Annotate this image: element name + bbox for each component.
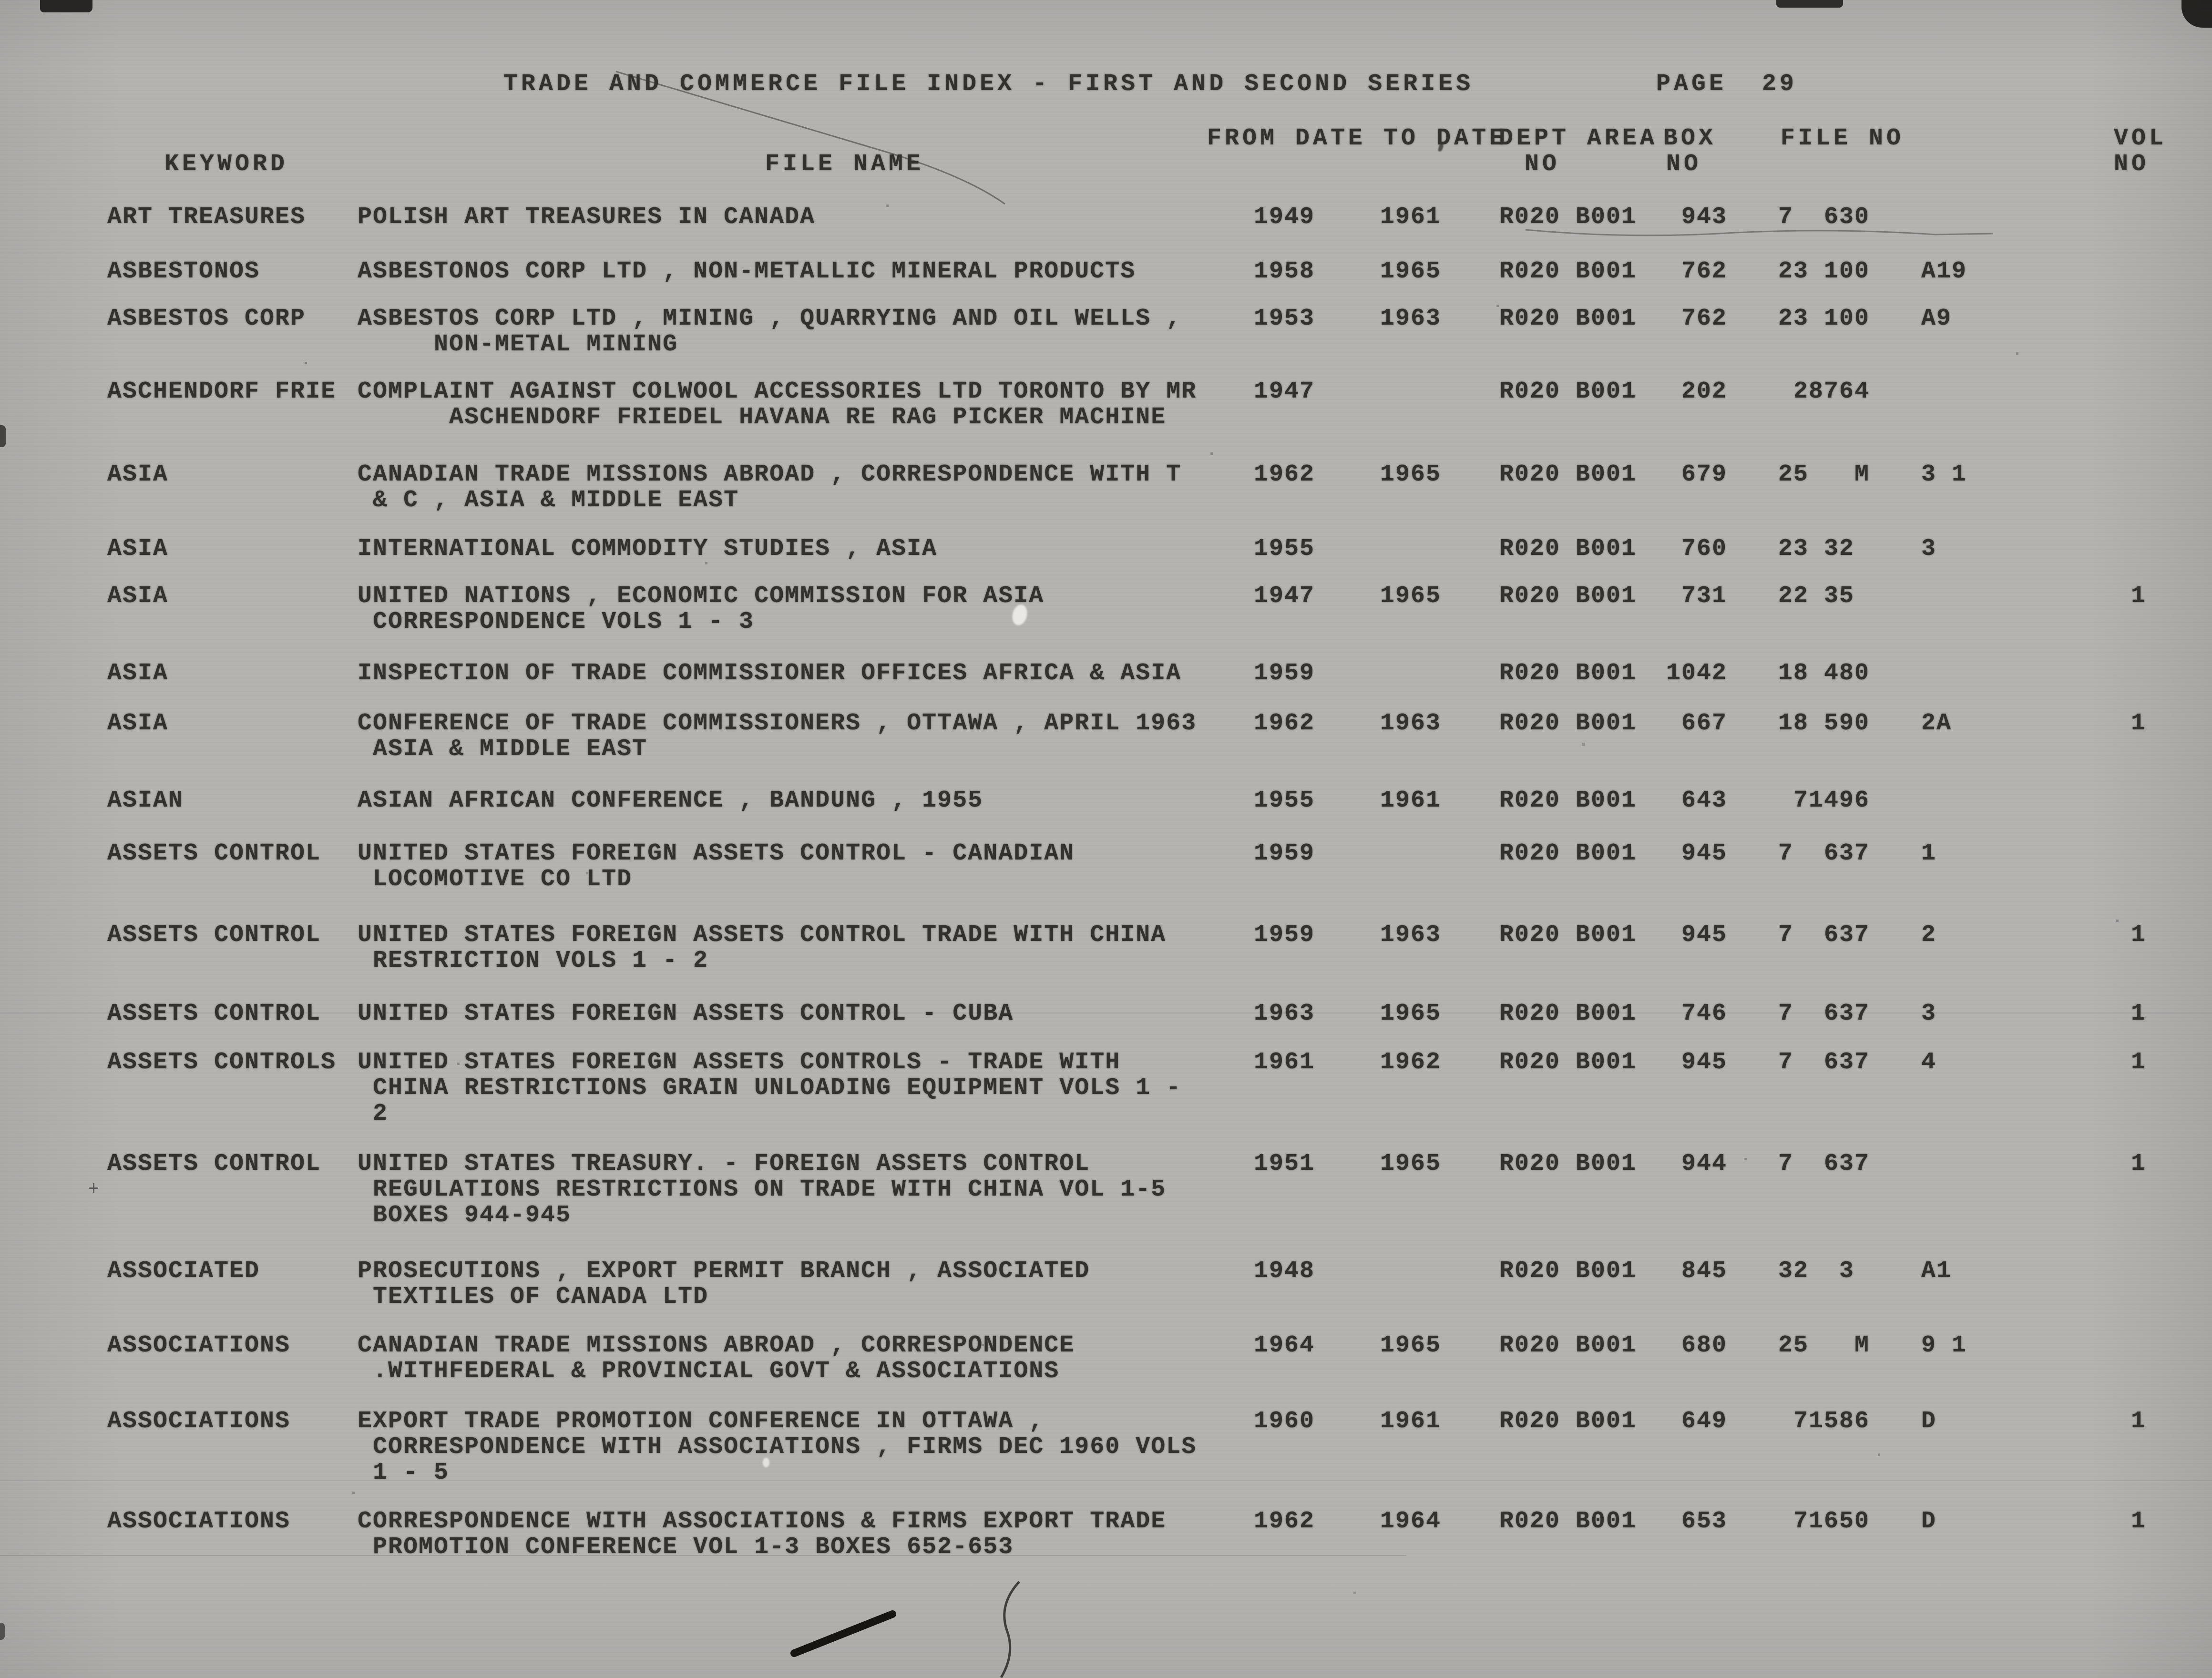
file-name-line: LOCOMOTIVE CO LTD [358,866,633,893]
row-box-no: 731 [1681,583,1727,610]
row-to-date: 1962 [1380,1049,1442,1076]
row-from-date: 1955 [1254,535,1315,563]
row-part-no: 3 [1921,535,1937,563]
row-box-no: 762 [1681,258,1727,285]
row-keyword: ART TREASURES [107,204,306,231]
row-file-name [358,462,1181,513]
file-name-line: BOXES 944-945 [358,1202,572,1229]
file-name-line: CONFERENCE OF TRADE COMMISSIONERS , OTTAWA , APRIL 1963 [358,710,1197,737]
row-dept-area-no: R020 B001 [1499,583,1637,610]
file-name-line: ASBESTOS CORP LTD , MINING , QUARRYING AND OIL WELLS , [358,305,1182,332]
row-vol-no: 1 [2131,1049,2147,1076]
row-from-date: 1959 [1254,840,1315,867]
row-part-no: 1 [1921,840,1937,867]
row-file-no: 18 590 [1778,710,1870,737]
row-from-date: 1947 [1254,378,1315,405]
row-dept-area-no: R020 B001 [1499,204,1637,231]
row-to-date: 1961 [1380,204,1442,231]
row-keyword: ASBESTONOS [107,258,260,285]
row-keyword: ASSETS CONTROL [107,840,321,867]
file-name-line: CANADIAN TRADE MISSIONS ABROAD , CORRESPONDENCE WITH T [358,461,1182,488]
file-name-line: REGULATIONS RESTRICTIONS ON TRADE WITH CHINA VOL 1-5 [358,1176,1167,1203]
row-part-no: D [1921,1408,1937,1435]
row-keyword: ASSOCIATIONS [107,1508,291,1535]
file-name-line: CORRESPONDENCE WITH ASSOCIATIONS & FIRMS EXPORT TRADE [358,1508,1167,1535]
row-box-no: 653 [1681,1508,1727,1535]
row-from-date: 1962 [1254,1508,1315,1535]
row-file-name [358,583,1044,635]
row-file-no: 23 32 [1778,535,1855,563]
row-dept-area-no: R020 B001 [1499,710,1637,737]
row-from-date: 1953 [1254,305,1315,332]
row-dept-area-no: R020 B001 [1499,1258,1637,1285]
row-box-no: 667 [1681,710,1727,737]
row-part-no: 3 1 [1921,461,1967,488]
col-header-file-name: FILE NAME [765,151,924,178]
row-box-no: 746 [1681,1000,1727,1027]
file-name-line: INTERNATIONAL COMMODITY STUDIES , ASIA [358,535,938,563]
row-box-no: 649 [1681,1408,1727,1435]
row-dept-area-no: R020 B001 [1499,1508,1637,1535]
file-name-line: 1 - 5 [358,1459,450,1486]
row-to-date: 1964 [1380,1508,1442,1535]
file-name-line: UNITED STATES FOREIGN ASSETS CONTROL - CANADIAN [358,840,1075,867]
row-file-no: 32 3 [1778,1258,1855,1285]
file-name-line: ASIA & MIDDLE EAST [358,736,648,763]
row-dept-area-no: R020 B001 [1499,1150,1637,1177]
row-box-no: 945 [1681,921,1727,949]
row-box-no: 945 [1681,1049,1727,1076]
row-dept-area-no: R020 B001 [1499,1332,1637,1359]
row-dept-area-no: R020 B001 [1499,840,1637,867]
row-keyword: ASSOCIATIONS [107,1408,291,1435]
row-keyword: ASSETS CONTROL [107,1150,321,1177]
row-keyword: ASIA [107,660,169,687]
col-header-dept-area-no: NO [1525,151,1560,178]
row-vol-no: 1 [2131,921,2147,949]
file-name-line: EXPORT TRADE PROMOTION CONFERENCE IN OTTAWA , [358,1408,1045,1435]
row-from-date: 1964 [1254,1332,1315,1359]
page-number: 29 [1762,71,1798,98]
row-box-no: 760 [1681,535,1727,563]
file-name-line: UNITED STATES TREASURY. - FOREIGN ASSETS CONTROL [358,1150,1090,1177]
row-dept-area-no: R020 B001 [1499,461,1637,488]
row-dept-area-no: R020 B001 [1499,258,1637,285]
row-to-date: 1965 [1380,1000,1442,1027]
row-keyword: ASIA [107,461,169,488]
file-name-line: RESTRICTION VOLS 1 - 2 [358,947,709,974]
row-box-no: 943 [1681,204,1727,231]
col-header-keyword: KEYWORD [164,151,288,178]
row-file-no: 7 637 [1778,840,1870,867]
row-from-date: 1958 [1254,258,1315,285]
row-file-no: 7 637 [1778,921,1870,949]
col-header-box-no: NO [1666,151,1702,178]
row-box-no: 945 [1681,840,1727,867]
row-to-date: 1965 [1380,1332,1442,1359]
row-file-name [358,1409,1197,1486]
row-dept-area-no: R020 B001 [1499,660,1637,687]
row-file-no: 7 637 [1778,1049,1870,1076]
row-from-date: 1947 [1254,583,1315,610]
col-header-box: BOX [1663,125,1717,152]
row-dept-area-no: R020 B001 [1499,1408,1637,1435]
row-dept-area-no: R020 B001 [1499,921,1637,949]
row-dept-area-no: R020 B001 [1499,378,1637,405]
row-to-date: 1965 [1380,461,1442,488]
row-dept-area-no: R020 B001 [1499,305,1637,332]
row-from-date: 1963 [1254,1000,1315,1027]
row-dept-area-no: R020 B001 [1499,1049,1637,1076]
row-file-name [358,536,937,562]
row-to-date: 1963 [1380,305,1442,332]
row-from-date: 1961 [1254,1049,1315,1076]
row-box-no: 643 [1681,787,1727,814]
row-box-no: 202 [1681,378,1727,405]
row-part-no: A9 [1921,305,1952,332]
row-file-name [358,922,1166,974]
row-file-name [358,205,815,230]
file-name-line: CHINA RESTRICTIONS GRAIN UNLOADING EQUIPMENT VOLS 1 - [358,1074,1182,1102]
row-vol-no: 1 [2131,583,2147,610]
file-name-line: UNITED STATES FOREIGN ASSETS CONTROLS - TRADE WITH [358,1049,1121,1076]
row-file-name [358,1050,1181,1127]
col-header-file-no: FILE NO [1781,125,1905,152]
row-file-no: 25 M [1778,1332,1870,1359]
row-file-no: 71496 [1778,787,1870,814]
row-vol-no: 1 [2131,1408,2147,1435]
row-file-name [358,841,1075,892]
row-to-date: 1963 [1380,710,1442,737]
file-name-line: ASIAN AFRICAN CONFERENCE , BANDUNG , 1955 [358,787,983,814]
file-name-line: COMPLAINT AGAINST COLWOOL ACCESSORIES LTD TORONTO BY MR [358,378,1197,405]
row-to-date: 1963 [1380,921,1442,949]
file-name-line: PROMOTION CONFERENCE VOL 1-3 BOXES 652-653 [358,1534,1014,1561]
row-keyword: ASSETS CONTROL [107,921,321,949]
row-keyword: ASCHENDORF FRIE [107,378,337,405]
row-from-date: 1949 [1254,204,1315,231]
file-name-line: UNITED STATES FOREIGN ASSETS CONTROL TRADE WITH CHINA [358,921,1167,949]
row-part-no: 2A [1921,710,1952,737]
row-part-no: 3 [1921,1000,1937,1027]
row-dept-area-no: R020 B001 [1499,787,1637,814]
row-from-date: 1962 [1254,461,1315,488]
row-file-no: 22 35 [1778,583,1855,610]
col-header-dept-area: DEPT AREA [1499,125,1658,152]
row-file-name [358,1509,1166,1560]
file-name-line: ASCHENDORF FRIEDEL HAVANA RE RAG PICKER MACHINE [358,404,1167,431]
col-header-vol: VOL [2114,125,2167,152]
row-box-no: 944 [1681,1150,1727,1177]
row-vol-no: 1 [2131,710,2147,737]
row-vol-no: 1 [2131,1000,2147,1027]
row-box-no: 845 [1681,1258,1727,1285]
row-file-name [358,1001,1014,1027]
col-header-from-to-date: FROM DATE TO DATE [1207,125,1507,152]
row-file-no: 7 637 [1778,1150,1870,1177]
row-part-no: 9 1 [1921,1332,1967,1359]
row-from-date: 1959 [1254,921,1315,949]
row-part-no: 4 [1921,1049,1937,1076]
row-from-date: 1951 [1254,1150,1315,1177]
row-file-name [358,1151,1166,1228]
row-keyword: ASIAN [107,787,184,814]
row-file-name [358,1333,1075,1384]
row-file-name [358,259,1136,285]
row-box-no: 1042 [1666,660,1727,687]
row-to-date: 1965 [1380,1150,1442,1177]
row-keyword: ASSETS CONTROL [107,1000,321,1027]
row-file-no: 7 637 [1778,1000,1870,1027]
row-file-no: 71650 [1778,1508,1870,1535]
file-name-line: .WITHFEDERAL & PROVINCIAL GOVT & ASSOCIATIONS [358,1358,1060,1385]
row-from-date: 1962 [1254,710,1315,737]
row-vol-no: 1 [2131,1150,2147,1177]
file-name-line: POLISH ART TREASURES IN CANADA [358,204,816,231]
row-from-date: 1959 [1254,660,1315,687]
row-to-date: 1965 [1380,583,1442,610]
row-from-date: 1948 [1254,1258,1315,1285]
row-file-no: 28764 [1778,378,1870,405]
page-title: TRADE AND COMMERCE FILE INDEX - FIRST AND SECOND SERIES [503,71,1474,98]
file-name-line: & C , ASIA & MIDDLE EAST [358,487,739,514]
file-name-line: NON-METAL MINING [358,331,678,358]
file-name-line: INSPECTION OF TRADE COMMISSIONER OFFICES AFRICA & ASIA [358,660,1182,687]
row-keyword: ASBESTOS CORP [107,305,306,332]
page-label: PAGE [1656,71,1727,98]
file-name-line: CORRESPONDENCE WITH ASSOCIATIONS , FIRMS DEC 1960 VOLS [358,1433,1197,1461]
row-file-name [358,379,1197,430]
file-name-line: CORRESPONDENCE VOLS 1 - 3 [358,608,755,635]
row-from-date: 1960 [1254,1408,1315,1435]
row-part-no: 2 [1921,921,1937,949]
row-file-no: 23 100 [1778,258,1870,285]
row-file-no: 23 100 [1778,305,1870,332]
row-part-no: A1 [1921,1258,1952,1285]
row-to-date: 1961 [1380,1408,1442,1435]
row-to-date: 1965 [1380,258,1442,285]
row-box-no: 679 [1681,461,1727,488]
row-dept-area-no: R020 B001 [1499,535,1637,563]
row-file-no: 18 480 [1778,660,1870,687]
row-keyword: ASSETS CONTROLS [107,1049,337,1076]
row-file-name [358,661,1181,686]
row-vol-no: 1 [2131,1508,2147,1535]
row-file-no: 71586 [1778,1408,1870,1435]
row-file-no: 25 M [1778,461,1870,488]
file-name-line: TEXTILES OF CANADA LTD [358,1283,709,1310]
row-from-date: 1955 [1254,787,1315,814]
file-name-line: ASBESTONOS CORP LTD , NON-METALLIC MINERAL PRODUCTS [358,258,1136,285]
file-name-line: PROSECUTIONS , EXPORT PERMIT BRANCH , ASSOCIATED [358,1258,1090,1285]
row-file-name [358,711,1197,762]
row-dept-area-no: R020 B001 [1499,1000,1637,1027]
row-keyword: ASIA [107,710,169,737]
row-part-no: D [1921,1508,1937,1535]
row-file-name [358,1258,1090,1310]
row-file-name [358,788,983,814]
file-name-line: CANADIAN TRADE MISSIONS ABROAD , CORRESPONDENCE [358,1332,1075,1359]
row-keyword: ASIA [107,583,169,610]
row-file-name [358,306,1181,358]
row-file-no: 7 630 [1778,204,1870,231]
row-box-no: 680 [1681,1332,1727,1359]
row-box-no: 762 [1681,305,1727,332]
row-keyword: ASSOCIATED [107,1258,260,1285]
row-part-no: A19 [1921,258,1967,285]
col-header-vol-no: NO [2114,151,2150,178]
row-to-date: 1961 [1380,787,1442,814]
row-keyword: ASSOCIATIONS [107,1332,291,1359]
file-name-line: UNITED NATIONS , ECONOMIC COMMISSION FOR ASIA [358,583,1045,610]
file-name-line: 2 [358,1100,389,1127]
row-keyword: ASIA [107,535,169,563]
file-name-line: UNITED STATES FOREIGN ASSETS CONTROL - CUBA [358,1000,1014,1027]
